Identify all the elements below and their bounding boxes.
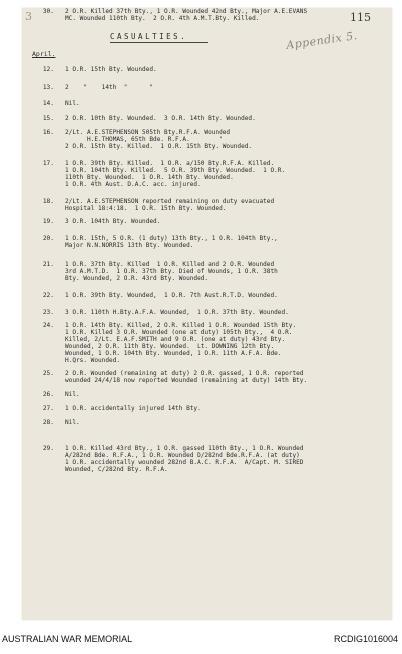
entry-day: 27.	[42, 405, 54, 412]
page-number: 115	[350, 11, 371, 24]
entry-line: H.Qrs. Wounded.	[65, 357, 121, 364]
entry-day: 14.	[42, 100, 54, 107]
document-page	[22, 8, 392, 620]
corner-mark: 3	[25, 10, 32, 23]
entry-line: 1 O.R. 15th Bty. Wounded.	[65, 66, 157, 73]
entry-line: Nil.	[65, 419, 80, 426]
handwritten-annotation: Appendix 5.	[285, 29, 359, 52]
footer-reference: RCDIG1016004	[333, 634, 398, 644]
entry-line: Killed, 2/Lt. E.A.F.SMITH and 9 O.R. (one at duty) 43rd Bty.	[65, 336, 286, 343]
entry-line: 3 O.R. 110th H.Bty.A.F.A. Wounded, 1 O.R. 37th Bty. Wounded.	[65, 309, 289, 316]
entry-day: 25.	[42, 370, 54, 377]
entry-line: 1 O.R. Killed 3 O.R. Wounded (one at duty) 105th Bty., 4 O.R.	[65, 329, 293, 336]
title-underline	[110, 42, 208, 43]
entry-line: Wounded, C/282nd Bty. R.F.A.	[65, 466, 168, 473]
entry-line: 2 O.R. 15th Bty. Killed. 1 O.R. 15th Bty. Wounded.	[65, 143, 253, 150]
entry-line: 1 O.R. 39th Bty. Wounded, 1 O.R. 7th Aust.R.T.D. Wounded.	[65, 292, 278, 299]
entry-line: 1 O.R. accidentally injured 14th Bty.	[65, 405, 201, 412]
entry-line: Nil.	[65, 100, 80, 107]
entry-line: Bty. Wounded, 2 O.R. 43rd Bty. Wounded.	[65, 275, 209, 282]
entry-day: 26.	[42, 391, 54, 398]
entry-day: 15.	[42, 115, 54, 122]
entry-line: 2 " 14th " "	[65, 84, 154, 91]
entry-line: 1 O.R. accidentally wounded 282nd B.A.C. R.F.A. A/Capt. M. SIRED	[65, 459, 304, 466]
month-heading: April.	[32, 50, 56, 58]
entry-day: 20.	[42, 235, 54, 242]
entry-line: 1 O.R. 14th Bty. Killed, 2 O.R. Killed 1 O.R. Wounded 15th Bty.	[65, 322, 297, 329]
entry-line: 1 O.R. 39th Bty. Killed. 1 O.R. a/150 Bty.R.F.A. Killed.	[65, 160, 275, 167]
entry-day: 12.	[42, 66, 54, 73]
entry-line: 2 O.R. 10th Bty. Wounded. 3 O.R. 14th Bty. Wounded.	[65, 115, 256, 122]
entry-line: 3rd A.M.T.D. 1 O.R. 37th Bty. Died of Wounds, 1 O.R. 38th	[65, 268, 278, 275]
entry-day: 17.	[42, 160, 54, 167]
entry-line: H.E.THOMAS, 65th Bde. R.F.A. "	[65, 136, 223, 143]
entry-line: 110th Bty. Wounded. 1 O.R. 14th Bty. Wounded.	[65, 174, 234, 181]
entry-line: 1 O.R. 4th Aust. D.A.C. acc. injured.	[65, 181, 201, 188]
entry-line: Hospital 18:4:18. 1 O.R. 15th Bty. Wounded.	[65, 205, 227, 212]
entry-line: Major N.N.NORRIS 13th Bty. Wounded.	[65, 242, 194, 249]
entry-line: MC. Wounded 110th Bty. 2 O.R. 4th A.M.T.Bty. Killed.	[65, 15, 260, 22]
entry-day: 21.	[42, 261, 54, 268]
page-title: CASUALTIES.	[110, 32, 188, 41]
entry-day: 19.	[42, 218, 54, 225]
entry-line: 1 O.R. Killed 43rd Bty., 1 O.R. gassed 110th Bty., 1 O.R. Wounded	[65, 445, 304, 452]
entry-line: A/282nd Bde. R.F.A., 1 O.R. Wounded D/282nd Bde.R.F.A. (at duty)	[65, 452, 300, 459]
entry-day: 30.	[42, 8, 54, 15]
entry-day: 22.	[42, 292, 54, 299]
entry-line: 2 O.R. Killed 37th Bty., 1 O.R. Wounded 42nd Bty., Major A.E.EVANS	[65, 8, 308, 15]
entry-line: 1 O.R. 104th Bty. Killed. 5 O.R. 39th Bty. Wounded. 1 O.R.	[65, 167, 286, 174]
entry-day: 28.	[42, 419, 54, 426]
entry-line: Wounded, 1 O.R. 104th Bty. Wounded, 1 O.R. 11th A.F.A. Bde.	[65, 350, 282, 357]
entry-day: 23.	[42, 309, 54, 316]
entry-day: 18.	[42, 198, 54, 205]
entry-day: 13.	[42, 84, 54, 91]
entry-line: 3 O.R. 104th Bty. Wounded.	[65, 218, 161, 225]
entry-day: 24.	[42, 322, 54, 329]
entry-day: 29.	[42, 445, 54, 452]
entry-line: 2 O.R. Wounded (remaining at duty) 2 O.R. gassed, 1 O.R. reported	[65, 370, 304, 377]
entry-line: Wounded, 2 O.R. 11th Bty. Wounded. Lt. DOWNING 12th Bty.	[65, 343, 275, 350]
entry-line: 2/Lt. A.E.STEPHENSON 505th Bty.R.F.A. Wounded	[65, 129, 231, 136]
footer-institution: AUSTRALIAN WAR MEMORIAL	[2, 634, 133, 644]
entry-line: Nil.	[65, 391, 80, 398]
entry-line: 1 O.R. 15th, 5 O.R. (1 duty) 13th Bty., 1 O.R. 104th Bty.,	[65, 235, 278, 242]
entry-day: 16.	[42, 129, 54, 136]
entry-line: 2/Lt. A.E.STEPHENSON reported remaining on duty evacuated	[65, 198, 275, 205]
entry-line: wounded 24/4/18 now reported Wounded (remaining at duty) 14th Bty.	[65, 377, 308, 384]
entry-line: 1 O.R. 37th Bty. Killed 1 O.R. Killed and 2 O.R. Wounded	[65, 261, 275, 268]
